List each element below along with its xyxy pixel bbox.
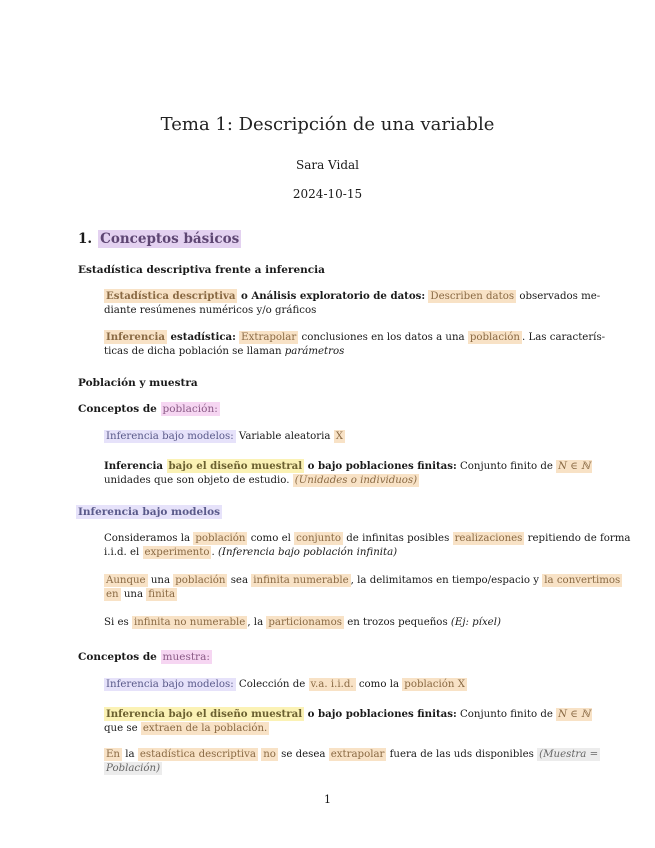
highlight: Inferencia bajo el diseño muestral [106,708,303,720]
paragraph-infinita-numerable [104,574,621,602]
paragraph-descriptiva-no-extrapola [104,748,599,776]
highlight: N ∈ ℕ [558,709,591,720]
subheading-poblacion-muestra: Población y muestra [78,377,198,389]
text: . Las caracterís- [521,332,606,343]
text: se desea [277,749,329,760]
highlight: Población) [106,763,161,774]
text: Inferencia [104,460,167,472]
highlight: población X [404,679,465,690]
highlight: En [106,749,120,760]
subheading-conceptos-poblacion [78,403,220,415]
highlight: la convertimos [544,575,621,586]
text: diante resúmenes numéricos y/o gráficos [104,305,317,316]
text: observados me- [516,291,601,302]
highlight: muestra: [162,651,210,663]
highlight: Aunque [106,575,146,586]
text: parámetros [284,346,345,357]
text: de infinitas posibles [343,533,453,544]
text: ticas de dicha población se llaman [104,346,285,357]
text: sea [227,575,252,586]
highlight: Estadística descriptiva [106,290,236,302]
highlight: Inferencia [106,331,165,343]
highlight: en [106,589,119,600]
text: i.i.d. el [104,547,143,558]
text: (Inferencia bajo población infinita) [217,547,398,558]
subheading-conceptos-muestra [78,651,212,663]
highlight: X [335,431,344,442]
text: una [147,575,174,586]
highlight: infinita numerable [253,575,349,586]
highlight: Inferencia bajo modelos [78,506,221,518]
section-number: 1. [78,231,93,247]
document-date: 2024-10-15 [292,187,363,201]
highlight: población [175,575,226,586]
paragraph-diseno-muestral-poblacion [104,459,591,488]
text: conclusiones en los datos a una [298,332,468,343]
highlight: realizaciones [454,533,523,544]
text: estadística: [166,331,236,343]
text: en trozos pequeños [343,617,451,628]
highlight: Extrapolar [241,332,297,343]
highlight: experimento [144,547,210,558]
highlight: población: [162,403,218,415]
highlight: no [263,749,276,760]
highlight: (Muestra = [539,749,599,760]
text: Conjunto finito de [456,461,557,472]
highlight: Inferencia bajo modelos: [106,679,234,690]
paragraph-diseno-muestral-muestra [104,707,591,736]
text: una [120,589,147,600]
text: , la delimitamos en tiempo/espacio y [350,575,543,586]
text: repitiendo de forma [524,533,631,544]
text: , la [247,617,267,628]
text: o Análisis exploratorio de datos: [237,290,426,302]
text: (Ej: píxel) [450,617,501,628]
highlight: particionamos [268,617,342,628]
highlight: conjunto [296,533,342,544]
text: Conceptos de [78,403,161,415]
highlight: v.a. i.i.d. [310,679,354,690]
paragraph-descriptiva [104,289,601,318]
text: o bajo poblaciones finitas: [304,708,457,720]
text: unidades que son objeto de estudio. [104,475,293,486]
text: Colección de [235,679,309,690]
section-title: Conceptos básicos [100,231,240,247]
paragraph-poblacion-infinita [104,532,631,560]
highlight: (Unidades o individuos) [294,475,418,486]
text: Si es [104,617,132,628]
paragraph-infinita-no-numerable [104,616,556,630]
document-author: Sara Vidal [295,158,360,172]
text: Conjunto finito de [456,709,557,720]
highlight: finita [148,589,176,600]
text: como el [247,533,295,544]
paragraph-inferencia-modelos-poblacion [104,430,556,444]
text: Consideramos la [104,533,194,544]
text: o bajo poblaciones finitas: [304,460,457,472]
highlight: infinita no numerable [133,617,246,628]
highlight: extrapolar [330,749,385,760]
subheading-descriptiva-inferencia: Estadística descriptiva frente a inferencia [78,264,325,276]
text: . [211,547,218,558]
paragraph-inferencia-modelos-muestra [104,678,556,692]
highlight: estadística descriptiva [139,749,256,760]
highlight: N ∈ ℕ [558,461,591,472]
paragraph-inferencia [104,330,606,359]
document-title: Tema 1: Descripción de una variable [160,114,495,135]
highlight: población [469,332,520,343]
highlight: extraen de la población. [142,723,268,734]
text: que se [104,723,141,734]
text: fuera de las uds disponibles [386,749,538,760]
highlight: Describen datos [430,291,515,302]
text: Variable aleatoria [235,431,334,442]
text: la [122,749,138,760]
highlight: población [195,533,246,544]
subheading-inferencia-modelos [76,506,222,518]
highlight: bajo el diseño muestral [168,460,303,472]
highlight: Inferencia bajo modelos: [106,431,234,442]
page-number: 1 [324,793,331,806]
text: Conceptos de [78,651,161,663]
section-heading [78,231,241,247]
text: como la [355,679,403,690]
